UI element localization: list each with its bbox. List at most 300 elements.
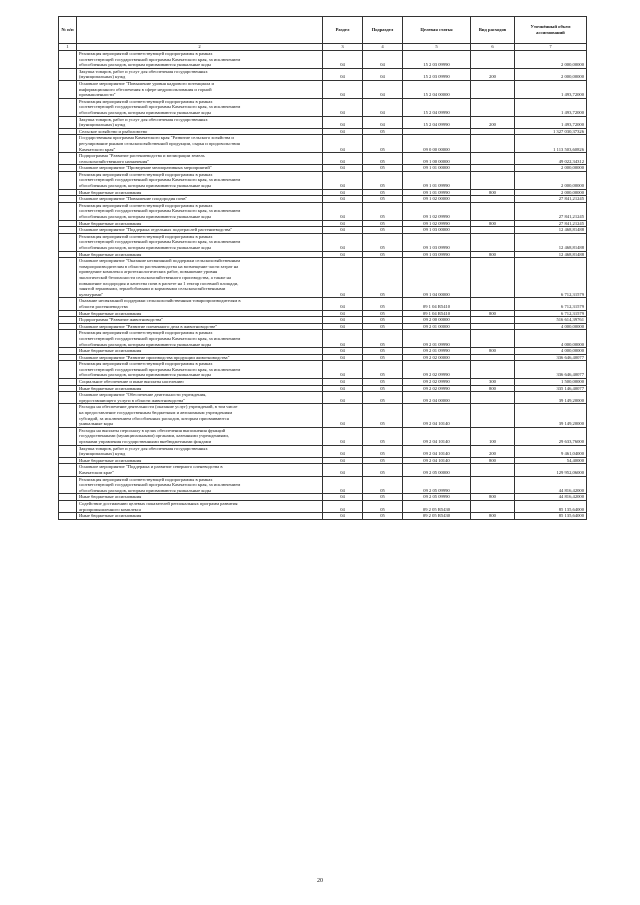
cell-podrazdel: 05 bbox=[363, 330, 403, 348]
cell-razdel: 04 bbox=[323, 171, 363, 189]
cell-target-article: 09 2 02 09990 bbox=[403, 385, 471, 392]
cell-name: Закупка товаров, работ и услуг для обеспечения государственных (муниципальных) нужд bbox=[77, 68, 323, 80]
table-row bbox=[59, 457, 587, 464]
cell-razdel: 04 bbox=[323, 202, 363, 220]
cell-podrazdel: 05 bbox=[363, 379, 403, 386]
cell-podrazdel: 05 bbox=[363, 500, 403, 512]
cell-num bbox=[59, 251, 77, 258]
cell-num bbox=[59, 385, 77, 392]
cell-expense-type bbox=[471, 135, 515, 153]
cell-target-article: 09 2 04 10140 bbox=[403, 457, 471, 464]
cell-podrazdel: 05 bbox=[363, 298, 403, 310]
cell-expense-type bbox=[471, 404, 515, 427]
cell-num bbox=[59, 98, 77, 116]
cell-target-article: 09 1 02 00000 bbox=[403, 196, 471, 203]
header-razdel: Раздел bbox=[323, 17, 363, 44]
cell-target-article: 09 2 04 10140 bbox=[403, 427, 471, 445]
cell-expense-type: 800 bbox=[471, 251, 515, 258]
table-row bbox=[59, 445, 587, 457]
table-row bbox=[59, 476, 587, 494]
cell-amount: 1 327 030,37326 bbox=[515, 128, 587, 135]
cell-target-article: 09 0 00 00000 bbox=[403, 135, 471, 153]
cell-podrazdel: 04 bbox=[363, 51, 403, 69]
table-row bbox=[59, 494, 587, 501]
cell-podrazdel: 05 bbox=[363, 227, 403, 234]
table-row bbox=[59, 233, 587, 251]
cell-num bbox=[59, 220, 77, 227]
cell-amount: 2 000,00000 bbox=[515, 189, 587, 196]
cell-amount: 27 841,21245 bbox=[515, 220, 587, 227]
cell-num bbox=[59, 80, 77, 98]
cell-name: Основное мероприятие "Поддержка и развитие северного оленеводства в Камчатском крае" bbox=[77, 464, 323, 476]
cell-name: Иные бюджетные ассигнования bbox=[77, 513, 323, 520]
cell-num bbox=[59, 196, 77, 203]
cell-podrazdel: 05 bbox=[363, 171, 403, 189]
cell-expense-type bbox=[471, 233, 515, 251]
cell-num bbox=[59, 227, 77, 234]
cell-name: Иные бюджетные ассигнования bbox=[77, 494, 323, 501]
cell-podrazdel: 05 bbox=[363, 189, 403, 196]
cell-name: Государственная программа Камчатского края "Развитие сельского хозяйства и регулирование рынков сельскохозяйственной продукции, сырья и продовольствия Камчатского края" bbox=[77, 135, 323, 153]
cell-expense-type bbox=[471, 258, 515, 298]
cell-target-article: 09 1 02 09990 bbox=[403, 202, 471, 220]
cell-expense-type bbox=[471, 464, 515, 476]
cell-target-article: 09 2 02 00000 bbox=[403, 354, 471, 361]
cell-amount: 336 646,40077 bbox=[515, 361, 587, 379]
cell-name: Реализация мероприятий соответствующей подпрограммы в рамках соответствующей государственной программы Камчатского края, за исключением обособленных расходов, которым присваиваются уникальные коды bbox=[77, 98, 323, 116]
cell-podrazdel: 04 bbox=[363, 98, 403, 116]
cell-name: Основное мероприятие "Повышение плодородия почв" bbox=[77, 196, 323, 203]
header-podrazdel: Подраздел bbox=[363, 17, 403, 44]
cell-expense-type bbox=[471, 392, 515, 404]
cell-amount: 27 841,21245 bbox=[515, 202, 587, 220]
cell-expense-type: 800 bbox=[471, 385, 515, 392]
cell-amount: 1 113 503,60826 bbox=[515, 135, 587, 153]
cell-name: Расходы на обеспечение деятельности (оказание услуг) учреждений, в том числе на предоставление государственным бюджетным и автономным учреждениям субсидий, за исключением обособленных расходов, которым присваиваются уникальные коды bbox=[77, 404, 323, 427]
cell-target-article: 09 2 05 09990 bbox=[403, 494, 471, 501]
cell-amount: 27 841,21245 bbox=[515, 196, 587, 203]
colnum-5: 5 bbox=[403, 44, 471, 51]
cell-num bbox=[59, 189, 77, 196]
header-vr: Вид расходов bbox=[471, 17, 515, 44]
table-row bbox=[59, 310, 587, 317]
cell-razdel: 04 bbox=[323, 116, 363, 128]
cell-target-article: 09 2 04 00000 bbox=[403, 392, 471, 404]
cell-razdel: 04 bbox=[323, 251, 363, 258]
header-amount: Уточнённый объем ассигнований bbox=[515, 17, 587, 44]
table-row bbox=[59, 385, 587, 392]
cell-razdel: 04 bbox=[323, 135, 363, 153]
table-row bbox=[59, 165, 587, 172]
cell-razdel: 04 bbox=[323, 445, 363, 457]
cell-razdel: 04 bbox=[323, 457, 363, 464]
table-row bbox=[59, 227, 587, 234]
cell-name: Иные бюджетные ассигнования bbox=[77, 348, 323, 355]
cell-name: Закупка товаров, работ и услуг для обеспечения государственных (муниципальных) нужд bbox=[77, 445, 323, 457]
table-row bbox=[59, 404, 587, 427]
cell-target-article: 09 2 01 00000 bbox=[403, 323, 471, 330]
table-row bbox=[59, 51, 587, 69]
cell-podrazdel: 04 bbox=[363, 80, 403, 98]
cell-name: Основное мероприятие "Развитие производства продукции животноводства" bbox=[77, 354, 323, 361]
cell-num bbox=[59, 68, 77, 80]
cell-razdel: 04 bbox=[323, 323, 363, 330]
cell-razdel: 04 bbox=[323, 464, 363, 476]
table-row bbox=[59, 153, 587, 165]
cell-podrazdel: 05 bbox=[363, 464, 403, 476]
cell-amount: 39 149,20000 bbox=[515, 404, 587, 427]
cell-target-article: 09 1 04 R5410 bbox=[403, 298, 471, 310]
table-row bbox=[59, 135, 587, 153]
cell-razdel: 04 bbox=[323, 51, 363, 69]
cell-expense-type bbox=[471, 330, 515, 348]
cell-amount: 12 468,81488 bbox=[515, 251, 587, 258]
cell-num bbox=[59, 323, 77, 330]
cell-podrazdel: 05 bbox=[363, 220, 403, 227]
cell-expense-type bbox=[471, 128, 515, 135]
table-row bbox=[59, 98, 587, 116]
cell-amount: 9 461,04000 bbox=[515, 445, 587, 457]
cell-expense-type bbox=[471, 500, 515, 512]
cell-name: Сельское хозяйство и рыболовство bbox=[77, 128, 323, 135]
cell-target-article: 09 2 01 09990 bbox=[403, 348, 471, 355]
table-row bbox=[59, 323, 587, 330]
cell-razdel: 04 bbox=[323, 348, 363, 355]
colnum-3: 3 bbox=[323, 44, 363, 51]
cell-target-article: 09 1 00 00000 bbox=[403, 153, 471, 165]
cell-razdel: 04 bbox=[323, 196, 363, 203]
table-row bbox=[59, 251, 587, 258]
cell-expense-type bbox=[471, 354, 515, 361]
cell-expense-type bbox=[471, 98, 515, 116]
cell-amount: 335 146,40077 bbox=[515, 385, 587, 392]
cell-razdel: 04 bbox=[323, 330, 363, 348]
cell-target-article: 09 1 01 00000 bbox=[403, 165, 471, 172]
cell-num bbox=[59, 202, 77, 220]
cell-amount: 85 135,64000 bbox=[515, 513, 587, 520]
cell-razdel: 04 bbox=[323, 513, 363, 520]
cell-expense-type bbox=[471, 317, 515, 324]
cell-razdel: 04 bbox=[323, 227, 363, 234]
cell-amount: 6 712,31579 bbox=[515, 298, 587, 310]
cell-target-article: 09 2 02 09990 bbox=[403, 361, 471, 379]
cell-amount: 129 952,06000 bbox=[515, 464, 587, 476]
cell-num bbox=[59, 258, 77, 298]
cell-amount: 1 493,72000 bbox=[515, 116, 587, 128]
cell-podrazdel: 05 bbox=[363, 494, 403, 501]
cell-podrazdel: 05 bbox=[363, 317, 403, 324]
cell-target-article: 09 1 01 09990 bbox=[403, 171, 471, 189]
cell-expense-type: 800 bbox=[471, 310, 515, 317]
cell-expense-type bbox=[471, 196, 515, 203]
header-cs: Целевая статья bbox=[403, 17, 471, 44]
cell-razdel: 04 bbox=[323, 494, 363, 501]
cell-podrazdel: 05 bbox=[363, 323, 403, 330]
cell-podrazdel: 05 bbox=[363, 196, 403, 203]
table-row bbox=[59, 513, 587, 520]
cell-amount: 2 000,00000 bbox=[515, 68, 587, 80]
cell-target-article: 09 2 01 09990 bbox=[403, 330, 471, 348]
cell-num bbox=[59, 310, 77, 317]
cell-target-article: 09 2 04 10140 bbox=[403, 445, 471, 457]
cell-name: Расходы на выплаты персоналу в целях обеспечения выполнения функций государственными (муниципальными) органами, казенными учреждениями, органами управления государственными внебюджетными фондами bbox=[77, 427, 323, 445]
cell-razdel: 04 bbox=[323, 165, 363, 172]
cell-podrazdel: 05 bbox=[363, 385, 403, 392]
cell-name: Иные бюджетные ассигнования bbox=[77, 457, 323, 464]
cell-razdel: 04 bbox=[323, 361, 363, 379]
cell-expense-type: 800 bbox=[471, 220, 515, 227]
cell-amount: 1 500,00000 bbox=[515, 379, 587, 386]
header-name bbox=[77, 17, 323, 44]
cell-podrazdel: 05 bbox=[363, 165, 403, 172]
cell-razdel: 04 bbox=[323, 310, 363, 317]
cell-podrazdel: 05 bbox=[363, 135, 403, 153]
cell-amount: 1 493,72000 bbox=[515, 80, 587, 98]
cell-razdel: 04 bbox=[323, 404, 363, 427]
cell-target-article: 09 1 01 09990 bbox=[403, 189, 471, 196]
colnum-2: 2 bbox=[77, 44, 323, 51]
cell-amount: 39 149,20000 bbox=[515, 392, 587, 404]
cell-amount: 2 000,00000 bbox=[515, 165, 587, 172]
table-row bbox=[59, 202, 587, 220]
cell-razdel: 04 bbox=[323, 220, 363, 227]
cell-podrazdel: 05 bbox=[363, 233, 403, 251]
table-row bbox=[59, 500, 587, 512]
cell-podrazdel: 05 bbox=[363, 202, 403, 220]
cell-podrazdel: 05 bbox=[363, 348, 403, 355]
cell-razdel: 04 bbox=[323, 476, 363, 494]
cell-name: Иные бюджетные ассигнования bbox=[77, 385, 323, 392]
cell-name: Оказание несвязанной поддержки сельскохозяйственным товаропроизводителям в области растениеводства bbox=[77, 298, 323, 310]
cell-podrazdel: 04 bbox=[363, 116, 403, 128]
cell-expense-type: 300 bbox=[471, 379, 515, 386]
cell-name: Реализация мероприятий соответствующей подпрограммы в рамках соответствующей государственной программы Камчатского края, за исключением обособленных расходов, которым присваиваются уникальные коды bbox=[77, 51, 323, 69]
budget-sheet bbox=[58, 16, 586, 520]
cell-num bbox=[59, 171, 77, 189]
cell-razdel: 04 bbox=[323, 233, 363, 251]
header-num: № п/п bbox=[59, 17, 77, 44]
cell-target-article: 09 2 05 09990 bbox=[403, 476, 471, 494]
cell-name: Иные бюджетные ассигнования bbox=[77, 310, 323, 317]
table-row bbox=[59, 298, 587, 310]
cell-num bbox=[59, 476, 77, 494]
cell-num bbox=[59, 445, 77, 457]
cell-podrazdel: 05 bbox=[363, 251, 403, 258]
cell-razdel: 04 bbox=[323, 98, 363, 116]
cell-razdel: 04 bbox=[323, 317, 363, 324]
cell-razdel: 04 bbox=[323, 258, 363, 298]
cell-expense-type: 800 bbox=[471, 513, 515, 520]
page-number: 20 bbox=[317, 878, 323, 884]
cell-expense-type bbox=[471, 80, 515, 98]
cell-name: Основное мероприятие "Проведение мелиоративных мероприятий" bbox=[77, 165, 323, 172]
cell-target-article: 09 2 05 R5430 bbox=[403, 513, 471, 520]
cell-podrazdel: 05 bbox=[363, 476, 403, 494]
colnum-1: 1 bbox=[59, 44, 77, 51]
cell-target-article: 09 2 04 10140 bbox=[403, 404, 471, 427]
cell-num bbox=[59, 128, 77, 135]
cell-name: Социальное обеспечение и иные выплаты населению bbox=[77, 379, 323, 386]
cell-razdel: 04 bbox=[323, 385, 363, 392]
cell-razdel: 04 bbox=[323, 427, 363, 445]
table-header-row bbox=[59, 17, 587, 44]
cell-name: Содействие достижению целевых показателей региональных программ развития агропромышленного комплекса bbox=[77, 500, 323, 512]
cell-podrazdel: 05 bbox=[363, 404, 403, 427]
cell-podrazdel: 05 bbox=[363, 128, 403, 135]
cell-expense-type bbox=[471, 165, 515, 172]
table-row bbox=[59, 258, 587, 298]
table-row bbox=[59, 464, 587, 476]
cell-razdel: 04 bbox=[323, 128, 363, 135]
cell-num bbox=[59, 494, 77, 501]
table-row bbox=[59, 189, 587, 196]
table-row bbox=[59, 392, 587, 404]
cell-name: Реализация мероприятий соответствующей подпрограммы в рамках соответствующей государственной программы Камчатского края, за исключением обособленных расходов, которым присваиваются уникальные коды bbox=[77, 171, 323, 189]
cell-name: Реализация мероприятий соответствующей подпрограммы в рамках соответствующей государственной программы Камчатского края, за исключением обособленных расходов, которым присваиваются уникальные коды bbox=[77, 233, 323, 251]
cell-podrazdel: 05 bbox=[363, 258, 403, 298]
cell-amount: 2 000,00000 bbox=[515, 51, 587, 69]
table-row bbox=[59, 361, 587, 379]
cell-name: Реализация мероприятий соответствующей подпрограммы в рамках соответствующей государственной программы Камчатского края, за исключением обособленных расходов, которым присваиваются уникальные коды bbox=[77, 330, 323, 348]
cell-amount: 4 000,00000 bbox=[515, 323, 587, 330]
cell-amount: 49 022,34312 bbox=[515, 153, 587, 165]
cell-amount: 44 816,42000 bbox=[515, 476, 587, 494]
cell-amount: 4 000,00000 bbox=[515, 330, 587, 348]
cell-name: Иные бюджетные ассигнования bbox=[77, 251, 323, 258]
cell-razdel: 04 bbox=[323, 298, 363, 310]
table-row bbox=[59, 354, 587, 361]
table-body bbox=[59, 51, 587, 520]
cell-name: Реализация мероприятий соответствующей подпрограммы в рамках соответствующей государственной программы Камчатского края, за исключением обособленных расходов, которым присваиваются уникальные коды bbox=[77, 476, 323, 494]
cell-expense-type: 200 bbox=[471, 116, 515, 128]
cell-amount: 336 646,40077 bbox=[515, 354, 587, 361]
cell-amount: 4 000,00000 bbox=[515, 348, 587, 355]
cell-expense-type: 800 bbox=[471, 348, 515, 355]
cell-num bbox=[59, 500, 77, 512]
cell-amount: 6 712,31579 bbox=[515, 258, 587, 298]
cell-name: Подпрограмма "Развитие растениеводства и мелиорации земель сельскохозяйственного назначения" bbox=[77, 153, 323, 165]
cell-amount: 6 712,31579 bbox=[515, 310, 587, 317]
cell-num bbox=[59, 457, 77, 464]
cell-amount: 54,40000 bbox=[515, 457, 587, 464]
cell-podrazdel: 05 bbox=[363, 153, 403, 165]
cell-expense-type: 800 bbox=[471, 457, 515, 464]
cell-name: Основное мероприятие "Обеспечение деятельности учреждения, предоставляющего услуги в области животноводства" bbox=[77, 392, 323, 404]
cell-razdel: 04 bbox=[323, 153, 363, 165]
cell-expense-type: 800 bbox=[471, 189, 515, 196]
cell-razdel: 04 bbox=[323, 379, 363, 386]
cell-expense-type: 100 bbox=[471, 427, 515, 445]
cell-target-article bbox=[403, 128, 471, 135]
cell-num bbox=[59, 153, 77, 165]
table-row bbox=[59, 171, 587, 189]
cell-razdel: 04 bbox=[323, 500, 363, 512]
cell-podrazdel: 05 bbox=[363, 310, 403, 317]
cell-num bbox=[59, 404, 77, 427]
cell-name: Иные бюджетные ассигнования bbox=[77, 189, 323, 196]
cell-num bbox=[59, 427, 77, 445]
cell-podrazdel: 05 bbox=[363, 457, 403, 464]
cell-amount: 12 468,81488 bbox=[515, 233, 587, 251]
table-row bbox=[59, 317, 587, 324]
cell-num bbox=[59, 135, 77, 153]
colnum-7: 7 bbox=[515, 44, 587, 51]
table-row bbox=[59, 348, 587, 355]
cell-podrazdel: 05 bbox=[363, 445, 403, 457]
cell-name: Основное мероприятие "Оказание несвязанной поддержки сельскохозяйственным товаропроизводителям в области растениеводства на возмещение части затрат на проведение комплекса агротехнологических работ, повышение уровня экологической безопасности сельскохозяйственного производства, а также на повышение плодородия и качества почв в расчете на 1 гектар посевной площади, занятой зерновыми, зернобобовыми и кормовыми сельскохозяйственными культурами" bbox=[77, 258, 323, 298]
cell-name: Закупка товаров, работ и услуг для обеспечения государственных (муниципальных) нужд bbox=[77, 116, 323, 128]
cell-amount: 29 633,76000 bbox=[515, 427, 587, 445]
cell-target-article: 09 1 03 09990 bbox=[403, 251, 471, 258]
cell-expense-type bbox=[471, 476, 515, 494]
cell-target-article: 15 2 03 09990 bbox=[403, 68, 471, 80]
cell-podrazdel: 05 bbox=[363, 513, 403, 520]
cell-amount: 12 468,81488 bbox=[515, 227, 587, 234]
cell-razdel: 04 bbox=[323, 392, 363, 404]
cell-target-article: 15 2 04 09990 bbox=[403, 98, 471, 116]
colnum-4: 4 bbox=[363, 44, 403, 51]
table-row bbox=[59, 68, 587, 80]
table-row bbox=[59, 128, 587, 135]
cell-expense-type: 200 bbox=[471, 445, 515, 457]
cell-expense-type bbox=[471, 227, 515, 234]
cell-num bbox=[59, 348, 77, 355]
cell-target-article: 09 2 02 09990 bbox=[403, 379, 471, 386]
cell-num bbox=[59, 51, 77, 69]
table-row bbox=[59, 220, 587, 227]
cell-target-article: 09 2 05 R5430 bbox=[403, 500, 471, 512]
cell-name: Подпрограмма "Развитие животноводства" bbox=[77, 317, 323, 324]
cell-num bbox=[59, 317, 77, 324]
cell-target-article: 15 2 04 09990 bbox=[403, 116, 471, 128]
table-row bbox=[59, 116, 587, 128]
column-number-row bbox=[59, 44, 587, 51]
cell-amount: 2 000,00000 bbox=[515, 171, 587, 189]
cell-name: Основное мероприятие "Поддержка отдельных подотраслей растениеводства" bbox=[77, 227, 323, 234]
cell-expense-type bbox=[471, 153, 515, 165]
cell-podrazdel: 05 bbox=[363, 361, 403, 379]
cell-target-article: 09 1 03 09990 bbox=[403, 233, 471, 251]
cell-podrazdel: 04 bbox=[363, 68, 403, 80]
cell-num bbox=[59, 165, 77, 172]
cell-num bbox=[59, 464, 77, 476]
cell-name: Иные бюджетные ассигнования bbox=[77, 220, 323, 227]
table-row bbox=[59, 80, 587, 98]
cell-amount: 1 493,72000 bbox=[515, 98, 587, 116]
table-row bbox=[59, 427, 587, 445]
cell-expense-type bbox=[471, 361, 515, 379]
cell-podrazdel: 05 bbox=[363, 392, 403, 404]
cell-name: Реализация мероприятий соответствующей подпрограммы в рамках соответствующей государственной программы Камчатского края, за исключением обособленных расходов, которым присваиваются уникальные коды bbox=[77, 202, 323, 220]
cell-expense-type bbox=[471, 51, 515, 69]
cell-num bbox=[59, 116, 77, 128]
cell-target-article: 09 1 04 R5410 bbox=[403, 310, 471, 317]
cell-amount: 516 614,39761 bbox=[515, 317, 587, 324]
cell-expense-type: 800 bbox=[471, 494, 515, 501]
table-row bbox=[59, 379, 587, 386]
cell-target-article: 09 1 02 09990 bbox=[403, 220, 471, 227]
cell-razdel: 04 bbox=[323, 80, 363, 98]
cell-name: Основное мероприятие "Повышение уровня кадрового потенциала и информационного обеспечения в сфере недропользования и горной промышленности" bbox=[77, 80, 323, 98]
cell-target-article: 15 2 03 09990 bbox=[403, 51, 471, 69]
cell-target-article: 09 1 04 00000 bbox=[403, 258, 471, 298]
cell-num bbox=[59, 298, 77, 310]
table-row bbox=[59, 196, 587, 203]
cell-name: Основное мероприятие "Развитие племенного дела в животноводстве" bbox=[77, 323, 323, 330]
cell-razdel: 04 bbox=[323, 189, 363, 196]
cell-expense-type bbox=[471, 298, 515, 310]
cell-num bbox=[59, 379, 77, 386]
